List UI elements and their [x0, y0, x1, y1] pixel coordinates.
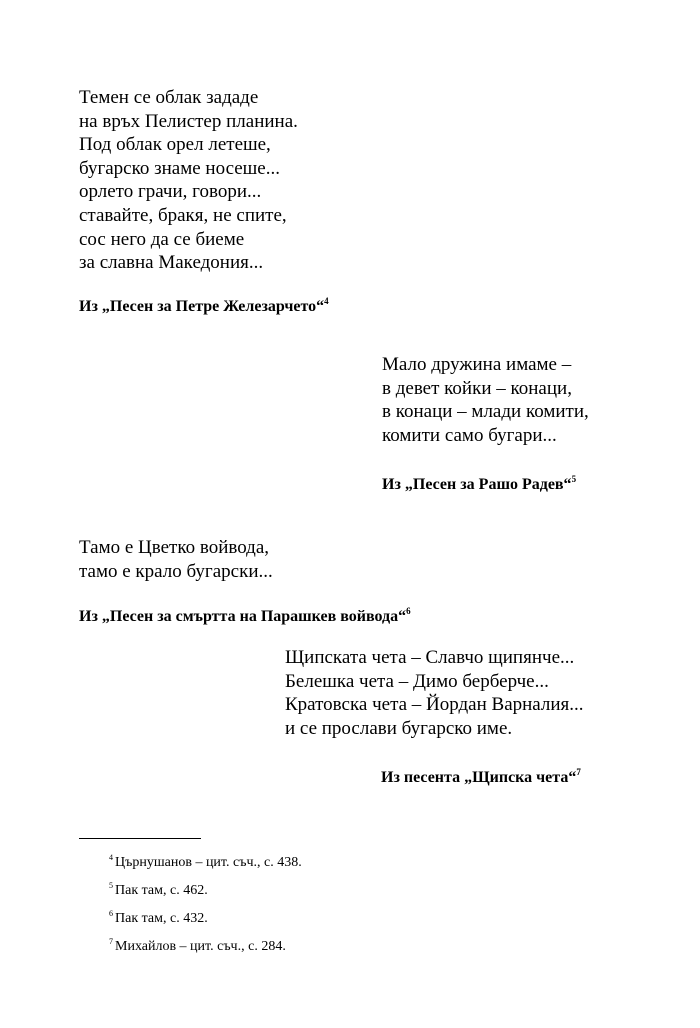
poem-2-source — [382, 469, 576, 495]
poem-3-source — [79, 601, 411, 627]
verse-line: Кратовска чета – Йордан Варналия... — [285, 694, 584, 716]
footnote-ref[interactable]: 4 — [324, 296, 329, 306]
verse-line: орлето грачи, говори... — [79, 181, 262, 203]
verse-line: на връх Пелистер планина. — [79, 110, 298, 132]
footnote-ref[interactable]: 6 — [406, 606, 411, 616]
verse-line: комити само бугари... — [382, 424, 557, 446]
poem-4-verse — [285, 646, 584, 740]
footnote-number: 4 — [109, 853, 113, 862]
footnote-item — [109, 902, 302, 930]
verse-line: Тамо е Цветко войвода, — [79, 537, 270, 558]
verse-line: тамо е крало бугарски... — [79, 560, 273, 582]
verse-line: Мало дружина имаме – — [382, 354, 572, 375]
verse-line: Под облак орел летеше, — [79, 134, 271, 156]
verse-line: Щипската чета – Славчо щипянче... — [285, 647, 575, 668]
footnote-text: Михайлов – цит. съч., с. 284. — [115, 939, 286, 954]
poem-2-verse — [382, 353, 589, 447]
footnote-number: 6 — [109, 909, 113, 918]
footnote-text: Пак там, с. 462. — [115, 883, 208, 898]
source-title: Из „Песен за смъртта на Парашкев войвода“ — [79, 608, 407, 625]
source-title: Из песента „Щипска чета“ — [381, 769, 577, 786]
footnote-item — [109, 930, 302, 958]
footnote-number: 5 — [109, 881, 113, 890]
footnote-divider — [79, 838, 201, 839]
footnote-text: Пак там, с. 432. — [115, 911, 208, 926]
footnote-item — [109, 846, 302, 874]
verse-line: Темен се облак зададе — [79, 87, 259, 108]
footnote-number: 7 — [109, 937, 113, 946]
verse-line: сос него да се биеме — [79, 228, 245, 250]
verse-line: Белешка чета – Димо берберче... — [285, 670, 549, 692]
poem-4-source — [381, 762, 581, 788]
poem-1-source — [79, 291, 329, 317]
poem-1-verse — [79, 86, 298, 275]
footnote-ref[interactable]: 7 — [576, 767, 581, 777]
source-title: Из „Песен за Рашо Радев“ — [382, 476, 572, 493]
source-title: Из „Песен за Петре Железарчето“ — [79, 298, 325, 315]
footnote-item — [109, 874, 302, 902]
verse-line: за славна Македония... — [79, 252, 264, 274]
footnote-ref[interactable]: 5 — [571, 474, 577, 484]
verse-line: бугарско знаме носеше... — [79, 157, 280, 179]
poem-3-verse — [79, 536, 273, 583]
verse-line: в конаци – млади комити, — [382, 401, 589, 423]
footnotes — [109, 846, 302, 958]
verse-line: ставайте, бракя, не спите, — [79, 204, 287, 226]
verse-line: в девет койки – конаци, — [382, 377, 572, 399]
footnote-text: Църнушанов – цит. съч., с. 438. — [115, 855, 302, 870]
verse-line: и се прослави бугарско име. — [285, 717, 513, 739]
